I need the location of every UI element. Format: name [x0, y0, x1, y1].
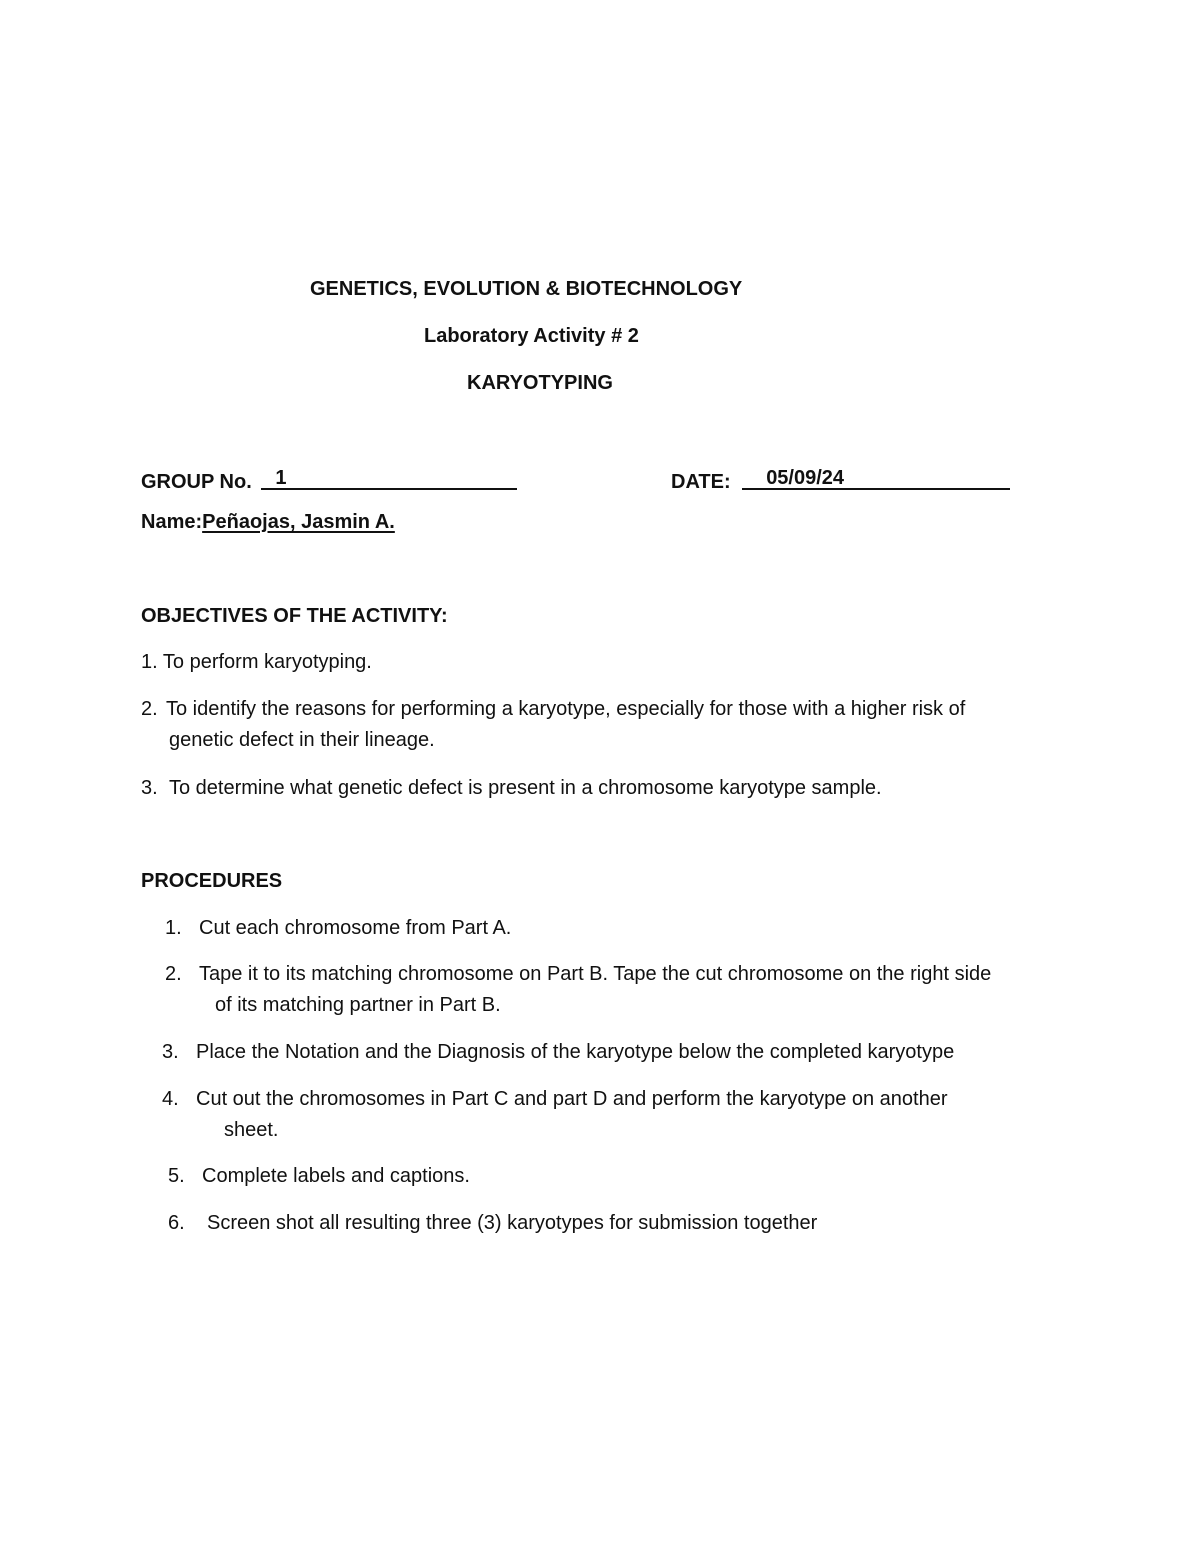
procedure-number: 2.: [165, 963, 182, 985]
procedure-text: Tape it to its matching chromosome on Part B. Tape the cut chromosome on the right side: [199, 963, 992, 985]
name-value: Peñaojas, Jasmin A.: [202, 511, 395, 533]
objective-text-continued: genetic defect in their lineage.: [169, 729, 435, 751]
activity-title: Laboratory Activity # 2: [424, 325, 639, 347]
objective-text: To identify the reasons for performing a karyotype, especially for those with a higher risk of: [166, 698, 966, 720]
procedure-number: 1.: [165, 917, 182, 939]
objective-number: 3.: [141, 777, 158, 799]
objective-number: 1.: [141, 651, 158, 673]
objective-number: 2.: [141, 698, 158, 720]
procedure-text-continued: of its matching partner in Part B.: [215, 994, 501, 1016]
procedure-text: Place the Notation and the Diagnosis of the karyotype below the completed karyotype: [196, 1041, 955, 1063]
date-blank: [742, 466, 1010, 490]
objective-text: To determine what genetic defect is present in a chromosome karyotype sample.: [169, 777, 882, 799]
procedure-text: Cut each chromosome from Part A.: [199, 917, 512, 939]
procedure-number: 5.: [168, 1165, 185, 1187]
procedure-text: Screen shot all resulting three (3) karyotypes for submission together: [207, 1212, 818, 1234]
name-field: [141, 510, 395, 534]
objective-item: [141, 650, 372, 674]
date-field: [671, 464, 1010, 494]
group-value: 1: [275, 467, 287, 489]
group-field: [141, 464, 517, 494]
date-label: DATE:: [671, 471, 731, 493]
procedure-number: 4.: [162, 1088, 179, 1110]
group-label: GROUP No.: [141, 471, 252, 493]
objectives-heading: OBJECTIVES OF THE ACTIVITY:: [141, 605, 448, 627]
procedure-text: Cut out the chromosomes in Part C and part D and perform the karyotype on another: [196, 1088, 948, 1110]
group-blank: [261, 466, 517, 490]
date-value: 05/09/24: [766, 467, 845, 489]
procedure-text: Complete labels and captions.: [202, 1165, 470, 1187]
procedures-heading: PROCEDURES: [141, 870, 283, 892]
name-label: Name:: [141, 511, 203, 533]
procedure-number: 6.: [168, 1212, 185, 1234]
objective-text: To perform karyotyping.: [162, 651, 372, 673]
course-title: GENETICS, EVOLUTION & BIOTECHNOLOGY: [310, 278, 743, 300]
topic-title: KARYOTYPING: [467, 372, 613, 394]
procedure-number: 3.: [162, 1041, 179, 1063]
procedure-text-continued: sheet.: [224, 1119, 279, 1141]
